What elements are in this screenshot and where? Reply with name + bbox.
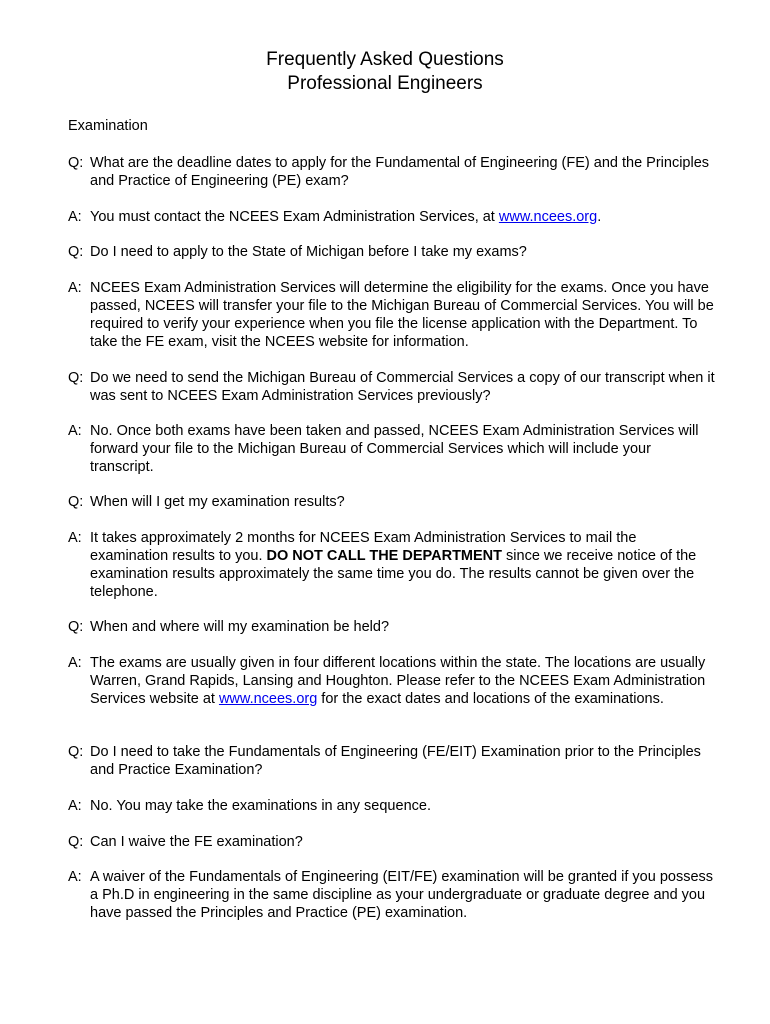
question <box>68 369 718 405</box>
question-text: Do I need to take the Fundamentals of Engineering (FE/EIT) Examination prior to the Principles and Practice Examination? <box>90 744 701 778</box>
question <box>68 833 718 851</box>
section-heading: Examination <box>68 118 148 134</box>
document-title: Frequently Asked Questions <box>266 49 504 70</box>
question-text: What are the deadline dates to apply for the Fundamental of Engineering (FE) and the Principles and Practice of Engineering (PE) exam? <box>90 155 710 189</box>
answer <box>68 208 718 226</box>
answer <box>68 797 718 815</box>
answer-text: The exams are usually given in four different locations within the state. The locations are usually Warren, Grand Rapids, Lansing and Houghton. Please refer to the NCEES Exam Administration Services website at www.ncees.org for the exact dates and locations of the examinations. <box>90 655 706 707</box>
ncees-link[interactable]: www.ncees.org <box>218 691 318 707</box>
document-subtitle: Professional Engineers <box>287 73 483 94</box>
answer-prefix: A: <box>68 655 82 671</box>
answer-prefix: A: <box>68 209 82 225</box>
ncees-link[interactable]: www.ncees.org <box>498 209 598 225</box>
question-text: Can I waive the FE examination? <box>90 834 303 850</box>
question <box>68 618 718 636</box>
answer-text: A waiver of the Fundamentals of Engineering (EIT/FE) examination will be granted if you possess a Ph.D in engineering in the same discipline as your undergraduate or graduate degree and you have passed the Principles and Practice (PE) examination. <box>90 869 714 921</box>
question-prefix: Q: <box>68 744 84 760</box>
answer-prefix: A: <box>68 798 82 814</box>
question <box>68 154 718 190</box>
answer-text: NCEES Exam Administration Services will determine the eligibility for the exams. Once you have passed, NCEES will transfer your file to the Michigan Bureau of Commercial Services. You will be required to verify your experience when you file the license application with the Department. To take the FE exam, visit the NCEES website for information. <box>90 280 714 350</box>
question <box>68 743 718 779</box>
answer <box>68 529 718 601</box>
answer-text: No. Once both exams have been taken and passed, NCEES Exam Administration Services will forward your file to the Michigan Bureau of Commercial Services which will include your transcript. <box>90 423 699 475</box>
answer <box>68 654 718 708</box>
question-prefix: Q: <box>68 244 84 260</box>
answer <box>68 868 718 922</box>
question <box>68 493 718 511</box>
answer <box>68 279 718 351</box>
answer <box>68 422 718 476</box>
question-prefix: Q: <box>68 155 84 171</box>
answer-text: It takes approximately 2 months for NCEES Exam Administration Services to mail the examination results to you. DO NOT CALL THE DEPARTMENT since we receive notice of the examination results approximately the same time you do. The results cannot be given over the telephone. <box>90 530 697 600</box>
answer-prefix: A: <box>68 530 82 546</box>
question-prefix: Q: <box>68 834 84 850</box>
answer-prefix: A: <box>68 280 82 296</box>
question-prefix: Q: <box>68 619 84 635</box>
question-text: When will I get my examination results? <box>90 494 345 510</box>
answer-text: You must contact the NCEES Exam Administration Services, at www.ncees.org. <box>90 209 602 225</box>
question-prefix: Q: <box>68 370 84 386</box>
question-prefix: Q: <box>68 494 84 510</box>
answer-prefix: A: <box>68 423 82 439</box>
warning-text: DO NOT CALL THE DEPARTMENT <box>266 548 502 564</box>
answer-prefix: A: <box>68 869 82 885</box>
question-text: When and where will my examination be held? <box>90 619 390 635</box>
question <box>68 243 718 261</box>
question-text: Do I need to apply to the State of Michigan before I take my exams? <box>90 244 527 260</box>
question-text: Do we need to send the Michigan Bureau of Commercial Services a copy of our transcript when it was sent to NCEES Exam Administration Services previously? <box>90 370 715 404</box>
answer-text: No. You may take the examinations in any sequence. <box>90 798 431 814</box>
